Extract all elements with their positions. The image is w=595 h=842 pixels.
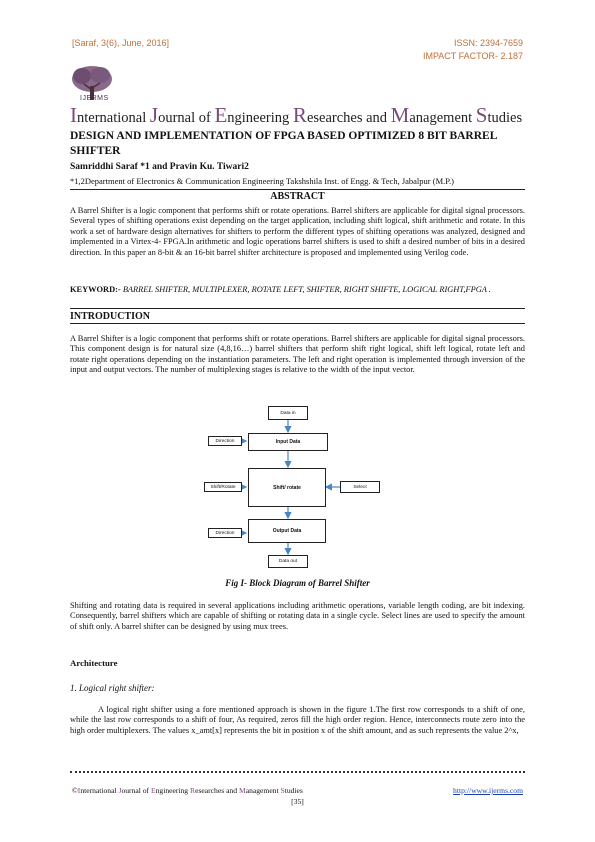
output-data-box: Output Data xyxy=(248,519,326,543)
figure-caption: Fig I- Block Diagram of Barrel Shifter xyxy=(225,578,370,588)
block-diagram xyxy=(200,404,390,574)
divider xyxy=(70,323,525,324)
introduction-para-1: A Barrel Shifter is a logic component that performs shift or rotate operations. Barrel shifters are applicable for digital signal processors. This component design is for natural size (4,8,16…) barrel shifters that perform shift right logical, shift left logical, rotate left and rotate right operations depending on the instantiation parameters. The left and right operation is implemented through inversion of the input and output vectors. The number of multiplexing stages is relative to the width of the input vector. xyxy=(70,334,525,375)
issn: ISSN: 2394-7659 xyxy=(453,38,523,48)
data-in-box: Data in xyxy=(268,406,308,420)
direction-top-box: Direction xyxy=(208,436,242,446)
impact-factor: IMPACT FACTOR- 2.187 xyxy=(422,51,523,61)
abstract-text: A Barrel Shifter is a logic component that performs shift or rotate operations. Barrel shifters are applicable for digital signal processors. Several types of shifting operations exist depending on the target application, including shift logical, shift arithmetic and rotate. In this work a set of hardware design alternatives for shifters to perform the different types of shifting operations was analyzed, designed and implemented in a Virtex-4- FPGA.In arithmetic and logic operations barrel shifters is used to shift a desired number of bits in a desired direction. In this paper an 8-bit & an 16-bit barrel shifter architecture is proposed and implemented using Verilog code. xyxy=(70,206,525,257)
journal-url-link[interactable]: http://www.ijerms.com xyxy=(453,786,523,795)
logo-text: IJERMS xyxy=(80,95,109,102)
keywords: KEYWORD:- BARREL SHIFTER, MULTIPLEXER, ROTATE LEFT, SHIFTER, RIGHT SHIFTE, LOGICAL RIGHT,FPGA . xyxy=(70,285,491,294)
introduction-para-2: Shifting and rotating data is required in several applications including arithmetic operations, variable length coding, are bit indexing. Consequently, barrel shifters which are capable of shifting or rotating data in a single cycle. Select lines are used to specify the amount of shift only. A barrel shifter can be designed by using mux trees. xyxy=(70,601,525,631)
input-data-box: Input Data xyxy=(248,433,328,451)
shift-rotate-label-box: Shift/Rotate xyxy=(204,482,242,492)
authors: Samriddhi Saraf *1 and Pravin Ku. Tiwari2 xyxy=(70,162,249,172)
architecture-heading: Architecture xyxy=(70,658,118,668)
data-out-box: Data out xyxy=(268,555,308,568)
logical-right-shifter-heading: 1. Logical right shifter: xyxy=(70,683,155,693)
divider xyxy=(70,308,525,309)
paper-title: DESIGN AND IMPLEMENTATION OF FPGA BASED OPTIMIZED 8 BIT BARREL SHIFTER xyxy=(70,130,497,157)
affiliation: *1,2Department of Electronics & Communication Engineering Takshshila Inst. of Engg. & Tech, Jabalpur (M.P.) xyxy=(70,176,454,186)
shift-rotate-box: Shift/ rotate xyxy=(248,468,326,507)
introduction-heading: INTRODUCTION xyxy=(70,311,151,322)
journal-name: International Journal of Engineering Researches and Management Studies xyxy=(70,103,523,127)
footer-divider xyxy=(70,771,525,773)
citation: [Saraf, 3(6), June, 2016] xyxy=(72,38,170,48)
architecture-para: A logical right shifter using a fore mentioned approach is shown in the figure 1.The first row corresponds to a shift of one, while the last row corresponds to a shift of four, As required, zeros fill the high order region. Hence, interconnects route zero into the high order multiplexers. The values x_amt[x] represents the bit in position x of the shift amount, and as such represents the value 2^x, xyxy=(70,705,525,735)
divider xyxy=(70,189,525,190)
footer-journal-name: ©International Journal of Engineering Researches and Management Studies xyxy=(72,786,303,795)
page-number: [35] xyxy=(291,797,304,806)
select-box: Select xyxy=(340,481,380,493)
abstract-heading: ABSTRACT xyxy=(270,191,325,202)
direction-bottom-box: Direction xyxy=(208,528,242,538)
